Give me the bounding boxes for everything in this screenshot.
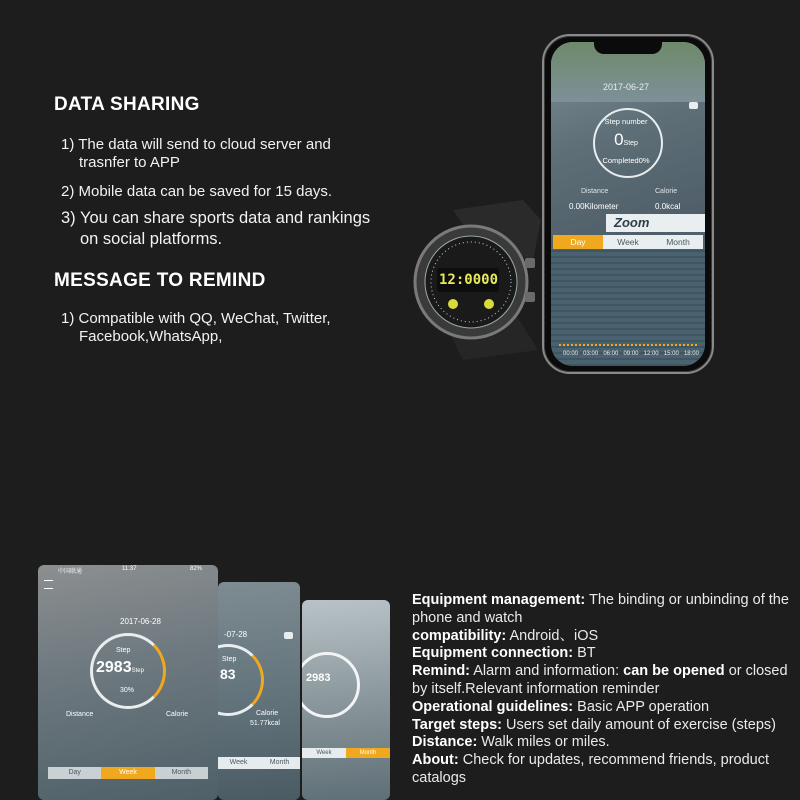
time-tick: 18:00 <box>683 351 699 357</box>
step-unit: Step <box>623 140 638 147</box>
screen-date: 2017-06-28 <box>120 617 161 626</box>
message-remind-item-1a: 1) Compatible with QQ, WeChat, Twitter, <box>61 310 331 327</box>
time-tick: 03:00 <box>583 351 599 357</box>
calorie-label: Calorie <box>166 711 189 718</box>
completed-label: Completed0% <box>602 156 650 165</box>
battery: 82% <box>190 566 203 572</box>
period-tabs <box>218 757 300 769</box>
period-tabs <box>553 235 703 249</box>
camera-icon[interactable] <box>284 632 293 639</box>
time-tick: 00:00 <box>563 351 579 357</box>
spec-text: or closed by itself.Relevant information reminder <box>412 663 788 697</box>
data-sharing-title: DATA SHARING <box>54 94 200 115</box>
right-step-value: 2983 <box>306 672 331 684</box>
screen-right <box>302 600 390 800</box>
spec-text: Android、iOS <box>506 627 599 644</box>
menu-icon[interactable] <box>44 580 53 589</box>
step-label: Step <box>222 656 237 663</box>
phone-notch <box>594 42 662 54</box>
tab-month[interactable]: Month <box>171 769 192 776</box>
carrier: 中国联通 <box>58 569 83 575</box>
step-value-row <box>591 130 661 150</box>
message-remind-title: MESSAGE TO REMIND <box>54 270 266 291</box>
tab-month[interactable]: Month <box>346 748 390 758</box>
specs-list <box>412 592 797 788</box>
time-tick: 06:00 <box>603 351 619 357</box>
middle-step-value: 83 <box>220 666 236 682</box>
spec-label: can be opened <box>623 663 725 680</box>
tab-week[interactable]: Week <box>316 750 332 756</box>
phone-mockup <box>542 34 714 374</box>
spec-item <box>412 699 797 717</box>
status-bar <box>38 565 218 575</box>
step-value: 0 <box>614 130 624 149</box>
screen-left <box>38 565 218 800</box>
spec-label: Remind: <box>412 663 470 680</box>
spec-label: compatibility: <box>412 627 507 644</box>
data-sharing-item-2: 2) Mobile data can be saved for 15 days. <box>61 183 332 200</box>
spec-item <box>412 645 797 663</box>
chart-baseline <box>559 344 697 346</box>
status-time: 11:37 <box>122 566 137 572</box>
distance-value: 0.00Kilometer <box>569 202 619 211</box>
smartwatch <box>413 200 543 360</box>
data-sharing-item-1b: trasnfer to APP <box>79 154 180 171</box>
time-tick: 15:00 <box>663 351 679 357</box>
activity-chart <box>551 249 705 366</box>
spec-item <box>412 592 797 628</box>
data-sharing-item-1a: 1) The data will send to cloud server and <box>61 136 331 153</box>
spec-label: About: <box>412 752 459 769</box>
spec-text: The binding or unbinding of the phone and watch <box>412 592 789 626</box>
spec-item <box>412 752 797 788</box>
step-unit: Step <box>131 668 144 674</box>
spec-item <box>412 663 797 699</box>
step-value-row <box>96 659 144 677</box>
spec-text: Walk miles or miles. <box>477 734 610 751</box>
data-sharing-item-3b: on social platforms. <box>80 230 223 248</box>
camera-icon[interactable] <box>689 102 698 109</box>
time-tick: 12:00 <box>643 351 659 357</box>
calorie-label: Calorie <box>655 188 678 195</box>
spec-label: Equipment connection: <box>412 645 574 662</box>
spec-item <box>412 734 797 752</box>
step-label: Step <box>116 647 131 654</box>
spec-text: Check for updates, recommend friends, product catalogs <box>412 752 769 786</box>
step-value: 2983 <box>96 659 132 676</box>
tab-month[interactable]: Month <box>269 759 290 766</box>
tab-day[interactable]: Day <box>68 769 81 776</box>
spec-item <box>412 628 797 646</box>
screen-middle <box>218 582 300 800</box>
spec-item <box>412 717 797 735</box>
percent-label: 30% <box>120 687 135 694</box>
watch-time: 12:0000 <box>439 272 499 288</box>
period-tabs <box>48 767 208 779</box>
calorie-value: 51.77kcal <box>250 720 280 727</box>
period-tabs <box>302 748 390 758</box>
time-axis <box>563 351 699 357</box>
tab-day[interactable]: Day <box>553 235 603 249</box>
zoom-banner: Zoom <box>606 214 705 232</box>
step-ring <box>302 652 360 718</box>
data-sharing-item-3a: 3) You can share sports data and rankings <box>61 209 371 227</box>
distance-label: Distance <box>66 711 94 718</box>
spec-text: Basic APP operation <box>573 698 710 715</box>
step-label: Step number <box>604 117 648 126</box>
spec-label: Target steps: <box>412 716 502 733</box>
tab-week[interactable]: Week <box>229 759 248 766</box>
spec-label: Distance: <box>412 734 478 751</box>
message-remind-item-1b: Facebook,WhatsApp, <box>79 328 223 345</box>
calorie-label: Calorie <box>256 710 279 717</box>
tab-week[interactable]: Week <box>617 237 639 247</box>
spec-text: Alarm and information: <box>470 663 624 680</box>
distance-label: Distance <box>581 188 609 195</box>
spec-label: Equipment management: <box>412 592 586 608</box>
tab-month[interactable]: Month <box>666 237 690 247</box>
phone-screen <box>551 42 705 366</box>
screen-date: -07-28 <box>224 630 248 639</box>
screen-date: 2017-06-27 <box>603 82 650 92</box>
calorie-value: 0.0kcal <box>655 202 681 211</box>
spec-text: Users set daily amount of exercise (steps) <box>501 716 776 733</box>
spec-label: Operational guidelines: <box>412 698 574 715</box>
spec-text: BT <box>573 645 596 662</box>
time-tick: 09:00 <box>623 351 639 357</box>
tab-week[interactable]: Week <box>101 767 154 779</box>
